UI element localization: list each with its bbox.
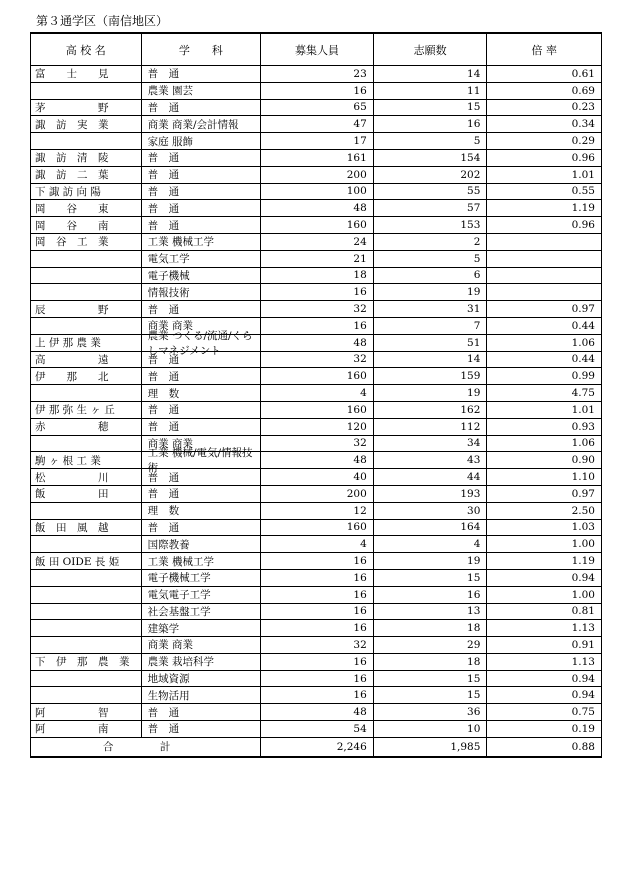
school-name: 富 士 見: [31, 66, 142, 82]
applicants-value: 4: [374, 536, 488, 552]
ratio-value: [487, 284, 601, 300]
ratio-value: 0.69: [571, 84, 595, 97]
table-row: [30, 637, 602, 654]
school-name: 諏 訪 清 陵: [31, 150, 142, 166]
quota-value: 32: [261, 352, 374, 368]
department: 普 通: [142, 352, 262, 368]
table-row: [30, 352, 602, 369]
ratio-value: 0.44: [571, 353, 595, 366]
table-header: [30, 32, 602, 66]
school-name: 松 川: [31, 469, 142, 485]
department: 国際教養: [142, 536, 262, 552]
table-row: [30, 217, 602, 234]
school-name: 諏 訪 二 葉: [31, 167, 142, 183]
applicants-value: 57: [374, 200, 488, 216]
quota-value: 200: [261, 486, 374, 502]
table-row: [30, 520, 602, 537]
header-school: 高 校 名: [31, 34, 142, 65]
ratio-value: 0.61: [571, 67, 595, 80]
table-row: [30, 604, 602, 621]
quota-value: 16: [261, 284, 374, 300]
applicants-value: 193: [374, 486, 488, 502]
quota-value: 16: [261, 318, 374, 334]
school-name: [31, 133, 142, 149]
admissions-table: [30, 32, 602, 758]
applicants-value: 112: [374, 419, 488, 435]
ratio-value: 0.97: [571, 303, 595, 316]
department: 普 通: [142, 704, 262, 720]
applicants-value: 29: [374, 637, 488, 653]
quota-value: 48: [261, 200, 374, 216]
ratio-value: 1.19: [571, 202, 595, 215]
applicants-value: 7: [374, 318, 488, 334]
ratio-value: 0.99: [571, 370, 595, 383]
department: 普 通: [142, 469, 262, 485]
applicants-value: 19: [374, 553, 488, 569]
school-name: [31, 284, 142, 300]
table-row: [30, 301, 602, 318]
school-name: 岡 谷 南: [31, 217, 142, 233]
applicants-value: 31: [374, 301, 488, 317]
department: 建築学: [142, 620, 262, 636]
table-row: [30, 553, 602, 570]
quota-value: 4: [261, 536, 374, 552]
applicants-value: 30: [374, 503, 488, 519]
ratio-value: 1.10: [571, 471, 595, 484]
school-name: [31, 318, 142, 334]
ratio-value: 0.81: [571, 605, 595, 618]
applicants-value: 6: [374, 268, 488, 284]
department: 商業 商業/会計情報: [142, 116, 262, 132]
applicants-value: 2: [374, 234, 488, 250]
department: 電子機械: [142, 268, 262, 284]
table-row: [30, 536, 602, 553]
applicants-value: 34: [374, 436, 488, 452]
applicants-value: 10: [374, 721, 488, 737]
table-row: [30, 419, 602, 436]
table-row: [30, 620, 602, 637]
department: 普 通: [142, 200, 262, 216]
ratio-value: [487, 251, 601, 267]
applicants-value: 43: [374, 452, 488, 468]
quota-value: 16: [261, 553, 374, 569]
school-name: 茅 野: [31, 100, 142, 116]
ratio-value: 0.97: [571, 487, 595, 500]
table-row: [30, 150, 602, 167]
department: 農業 つくる/流通/くらしマネジメント: [142, 335, 262, 351]
table-row: [30, 654, 602, 671]
school-name: 飯 田: [31, 486, 142, 502]
ratio-value: 1.19: [571, 555, 595, 567]
school-name: [31, 251, 142, 267]
ratio-value: 0.91: [571, 638, 595, 651]
quota-value: 16: [261, 83, 374, 99]
table-row: [30, 100, 602, 117]
ratio-value: 0.75: [571, 706, 595, 719]
department: 社会基盤工学: [142, 604, 262, 620]
department: 普 通: [142, 184, 262, 200]
department: 理 数: [142, 385, 262, 401]
applicants-value: 15: [374, 570, 488, 586]
ratio-value: 0.94: [571, 571, 595, 584]
quota-value: 16: [261, 604, 374, 620]
ratio-value: 0.23: [571, 101, 595, 114]
department: 工業 機械工学: [142, 553, 262, 569]
ratio-value: 1.03: [571, 521, 595, 534]
applicants-value: 55: [374, 184, 488, 200]
school-name: 辰 野: [31, 301, 142, 317]
table-row: [30, 587, 602, 604]
department: 電気電子工学: [142, 587, 262, 603]
department: 情報技術: [142, 284, 262, 300]
quota-value: 48: [261, 704, 374, 720]
school-name: 阿 南: [31, 721, 142, 737]
table-row: [30, 133, 602, 150]
quota-value: 16: [261, 620, 374, 636]
ratio-value: 0.44: [571, 319, 595, 332]
header-dept: 学 科: [142, 34, 262, 65]
applicants-value: 19: [374, 385, 488, 401]
quota-value: 16: [261, 654, 374, 670]
applicants-value: 18: [374, 620, 488, 636]
ratio-value: [487, 234, 601, 250]
quota-value: 40: [261, 469, 374, 485]
ratio-value: 0.90: [571, 454, 595, 467]
school-name: [31, 620, 142, 636]
quota-value: 18: [261, 268, 374, 284]
school-name: [31, 687, 142, 703]
school-name: 下 伊 那 農 業: [31, 654, 142, 670]
applicants-value: 153: [374, 217, 488, 233]
department: 電子機械工学: [142, 570, 262, 586]
applicants-value: 159: [374, 368, 488, 384]
quota-value: 16: [261, 687, 374, 703]
quota-value: 32: [261, 637, 374, 653]
table-row: [30, 234, 602, 251]
department: 普 通: [142, 167, 262, 183]
ratio-value: 1.13: [571, 622, 595, 635]
ratio-value: 1.06: [571, 336, 595, 349]
quota-value: 16: [261, 587, 374, 603]
school-name: [31, 570, 142, 586]
quota-value: 32: [261, 301, 374, 317]
quota-value: 12: [261, 503, 374, 519]
applicants-value: 44: [374, 469, 488, 485]
ratio-value: 0.19: [571, 722, 595, 735]
department: 普 通: [142, 419, 262, 435]
department: 普 通: [142, 301, 262, 317]
table-row: [30, 385, 602, 402]
department: 生物活用: [142, 687, 262, 703]
applicants-value: 14: [374, 66, 488, 82]
quota-value: 160: [261, 402, 374, 418]
applicants-value: 15: [374, 100, 488, 116]
department: 普 通: [142, 217, 262, 233]
table-row: [30, 486, 602, 503]
school-name: [31, 637, 142, 653]
applicants-value: 14: [374, 352, 488, 368]
school-name: 阿 智: [31, 704, 142, 720]
applicants-value: 5: [374, 133, 488, 149]
applicants-value: 202: [374, 167, 488, 183]
quota-value: 120: [261, 419, 374, 435]
applicants-value: 36: [374, 704, 488, 720]
department: 商業 商業: [142, 436, 262, 452]
ratio-value: 0.29: [571, 135, 595, 148]
table-row: [30, 167, 602, 184]
ratio-value: 0.96: [571, 151, 595, 164]
ratio-value: 0.93: [571, 420, 595, 433]
ratio-value: 1.00: [571, 538, 595, 551]
applicants-value: 13: [374, 604, 488, 620]
table-row: [30, 469, 602, 486]
table-row: [30, 402, 602, 419]
school-name: [31, 671, 142, 687]
school-name: [31, 587, 142, 603]
ratio-value: 0.55: [571, 185, 595, 198]
department: 農業 園芸: [142, 83, 262, 99]
department: 地域資源: [142, 671, 262, 687]
table-row: [30, 671, 602, 688]
quota-value: 32: [261, 436, 374, 452]
quota-value: 200: [261, 167, 374, 183]
applicants-value: 51: [374, 335, 488, 351]
department: 普 通: [142, 721, 262, 737]
table-row: [30, 687, 602, 704]
applicants-value: 5: [374, 251, 488, 267]
department: 普 通: [142, 66, 262, 82]
department: 普 通: [142, 150, 262, 166]
department: 普 通: [142, 368, 262, 384]
applicants-value: 164: [374, 520, 488, 536]
school-name: [31, 268, 142, 284]
quota-value: 160: [261, 217, 374, 233]
school-name: 伊 那 弥 生 ヶ 丘: [31, 402, 142, 418]
quota-value: 21: [261, 251, 374, 267]
quota-value: 17: [261, 133, 374, 149]
ratio-value: 0.94: [571, 672, 595, 685]
department: 家庭 服飾: [142, 133, 262, 149]
quota-value: 160: [261, 368, 374, 384]
quota-value: 48: [261, 335, 374, 351]
quota-value: 54: [261, 721, 374, 737]
table-row: [30, 116, 602, 133]
table-row: [30, 268, 602, 285]
quota-value: 65: [261, 100, 374, 116]
table-row: [30, 570, 602, 587]
total-ratio: 0.88: [571, 740, 595, 753]
department: 工業 機械工学: [142, 234, 262, 250]
header-applicants: 志願数: [374, 34, 488, 65]
total-label: 合 計: [31, 738, 261, 756]
ratio-value: 2.50: [571, 504, 595, 517]
table-row: [30, 503, 602, 520]
table-row: [30, 66, 602, 83]
ratio-value: 1.06: [571, 437, 595, 450]
table-row: [30, 318, 602, 335]
department: 普 通: [142, 520, 262, 536]
table-row: [30, 704, 602, 721]
table-row: [30, 284, 602, 301]
quota-value: 47: [261, 116, 374, 132]
department: 農業 栽培科学: [142, 654, 262, 670]
school-name: [31, 503, 142, 519]
table-row: [30, 200, 602, 217]
applicants-value: 154: [374, 150, 488, 166]
ratio-value: 0.96: [571, 219, 595, 232]
department: 工業 機械/電気/情報技術: [142, 452, 262, 468]
school-name: 伊 那 北: [31, 368, 142, 384]
department: 理 数: [142, 503, 262, 519]
page-title: 第３通学区（南信地区）: [36, 14, 169, 28]
table-row: [30, 83, 602, 100]
school-name: [31, 604, 142, 620]
table-row: [30, 329, 602, 357]
total-row: [30, 738, 602, 758]
department: 普 通: [142, 486, 262, 502]
ratio-value: 1.13: [571, 655, 595, 668]
total-applicants: 1,985: [374, 738, 488, 756]
table-row: [30, 447, 602, 475]
school-name: 上 伊 那 農 業: [31, 335, 142, 351]
ratio-value: [487, 268, 601, 284]
quota-value: 23: [261, 66, 374, 82]
school-name: 飯 田 OIDE 長 姫: [31, 553, 142, 569]
quota-value: 48: [261, 452, 374, 468]
applicants-value: 19: [374, 284, 488, 300]
school-name: [31, 536, 142, 552]
applicants-value: 15: [374, 687, 488, 703]
ratio-value: 1.01: [571, 168, 595, 181]
ratio-value: 1.00: [571, 588, 595, 601]
header-ratio: 倍 率: [531, 43, 557, 57]
applicants-value: 16: [374, 587, 488, 603]
school-name: 飯 田 風 越: [31, 520, 142, 536]
quota-value: 100: [261, 184, 374, 200]
quota-value: 160: [261, 520, 374, 536]
department: 商業 商業: [142, 318, 262, 334]
table-row: [30, 184, 602, 201]
school-name: [31, 385, 142, 401]
table-row: [30, 721, 602, 738]
quota-value: 4: [261, 385, 374, 401]
applicants-value: 11: [374, 83, 488, 99]
quota-value: 16: [261, 671, 374, 687]
quota-value: 16: [261, 570, 374, 586]
header-quota: 募集人員: [261, 34, 374, 65]
quota-value: 161: [261, 150, 374, 166]
quota-value: 24: [261, 234, 374, 250]
school-name: 赤 穂: [31, 419, 142, 435]
applicants-value: 16: [374, 116, 488, 132]
department: 商業 商業: [142, 637, 262, 653]
school-name: 岡 谷 工 業: [31, 234, 142, 250]
department: 電気工学: [142, 251, 262, 267]
school-name: [31, 436, 142, 452]
applicants-value: 15: [374, 671, 488, 687]
table-row: [30, 368, 602, 385]
school-name: 岡 谷 東: [31, 200, 142, 216]
ratio-value: 0.94: [571, 689, 595, 702]
table-row: [30, 251, 602, 268]
department: 普 通: [142, 402, 262, 418]
total-quota: 2,246: [261, 738, 374, 756]
ratio-value: 4.75: [571, 387, 595, 400]
table-row: [30, 436, 602, 453]
school-name: 下 諏 訪 向 陽: [31, 184, 142, 200]
department: 普 通: [142, 100, 262, 116]
school-name: 諏 訪 実 業: [31, 116, 142, 132]
school-name: [31, 83, 142, 99]
school-name: 駒 ヶ 根 工 業: [31, 452, 142, 468]
applicants-value: 18: [374, 654, 488, 670]
applicants-value: 162: [374, 402, 488, 418]
school-name: 高 遠: [31, 352, 142, 368]
ratio-value: 1.01: [571, 403, 595, 416]
ratio-value: 0.34: [571, 118, 595, 131]
